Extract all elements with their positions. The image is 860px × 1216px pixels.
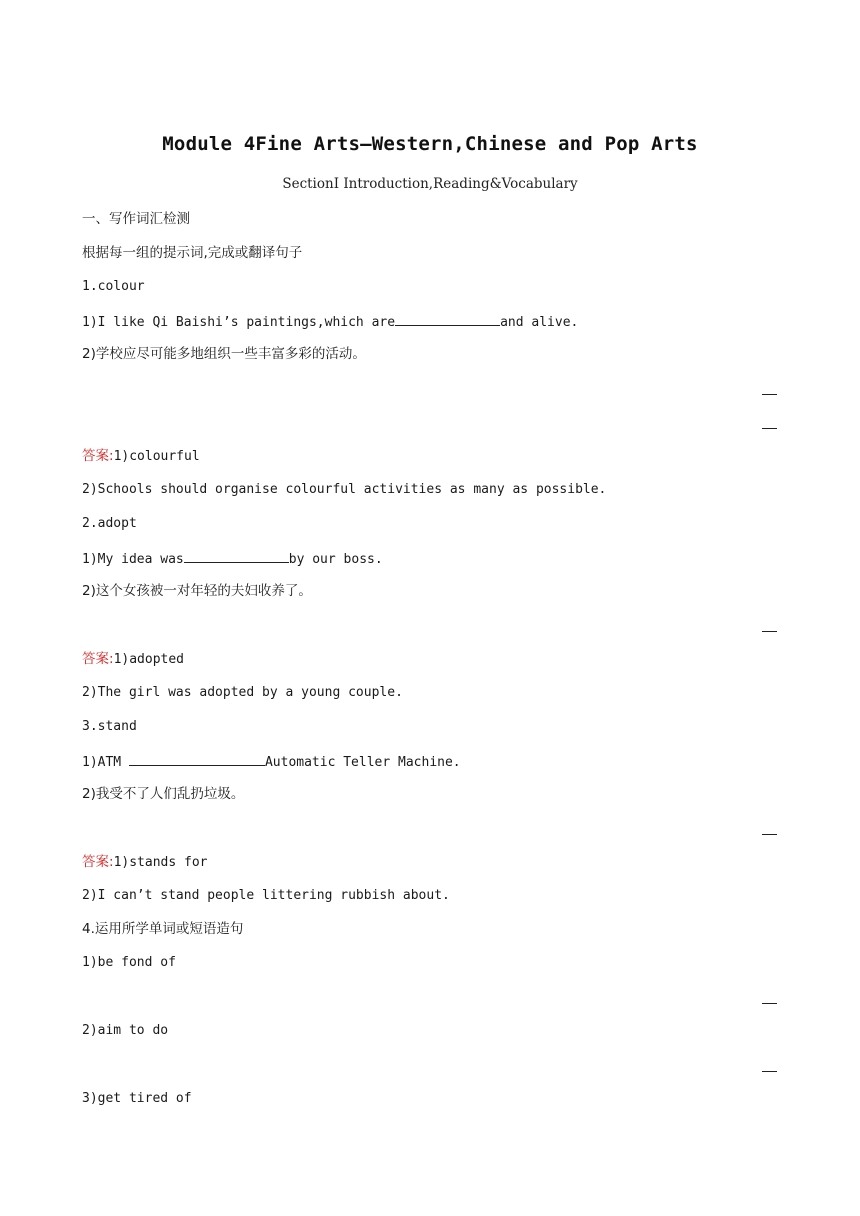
translation-prompt: 2)学校应尽可能多地组织一些丰富多彩的活动。 [82, 346, 366, 362]
question-line [82, 752, 461, 772]
translation-prompt: 2)我受不了人们乱扔垃圾。 [82, 786, 245, 802]
answer-label: 答案: [82, 854, 114, 870]
question-line [82, 549, 383, 569]
phrase-prompt: 3)get tired of [82, 1091, 192, 1106]
answer-line-mark [762, 1003, 777, 1004]
answer-line [82, 853, 207, 872]
question-text: 1)ATM [82, 755, 129, 770]
question-text: Automatic Teller Machine. [264, 755, 461, 770]
answer-text: 2)The girl was adopted by a young couple. [82, 685, 403, 700]
answer-blank [395, 312, 500, 326]
answer-blank [184, 549, 289, 563]
item-heading: 4.运用所学单词或短语造句 [82, 921, 244, 937]
answer-label: 答案: [82, 651, 114, 667]
answer-blank [129, 752, 265, 766]
instruction: 根据每一组的提示词,完成或翻译句子 [82, 245, 303, 261]
answer-line-mark [762, 1071, 777, 1072]
question-line [82, 312, 578, 332]
phrase-prompt: 1)be fond of [82, 955, 176, 970]
question-text: 1)My idea was [82, 552, 184, 567]
phrase-prompt: 2)aim to do [82, 1023, 169, 1038]
answer-line-mark [762, 834, 777, 835]
answer-text: 1)colourful [113, 449, 200, 464]
answer-text: 2)I can’t stand people littering rubbish about. [82, 888, 450, 903]
question-text: 1)I like Qi Baishi’s paintings,which are [82, 315, 396, 330]
answer-line-mark [762, 428, 777, 429]
item-heading: 3.stand [82, 719, 137, 734]
question-text: by our boss. [288, 552, 383, 567]
answer-text: 1)adopted [113, 652, 185, 667]
section-heading: 一、写作词汇检测 [82, 211, 190, 227]
answer-line-mark [762, 631, 777, 632]
answer-line [82, 447, 200, 466]
answer-line [82, 650, 184, 669]
item-heading: 1.colour [82, 279, 145, 294]
translation-prompt: 2)这个女孩被一对年轻的夫妇收养了。 [82, 583, 312, 599]
section-subtitle: SectionⅠ Introduction,Reading&Vocabulary [282, 176, 578, 192]
answer-text: 1)stands for [113, 855, 208, 870]
question-text: and alive. [500, 315, 579, 330]
item-heading: 2.adopt [82, 516, 137, 531]
answer-label: 答案: [82, 448, 114, 464]
answer-line-mark [762, 394, 777, 395]
page-title: Module 4Fine Arts—Western,Chinese and Pop Arts [162, 133, 698, 155]
answer-text: 2)Schools should organise colourful activities as many as possible. [82, 482, 607, 497]
